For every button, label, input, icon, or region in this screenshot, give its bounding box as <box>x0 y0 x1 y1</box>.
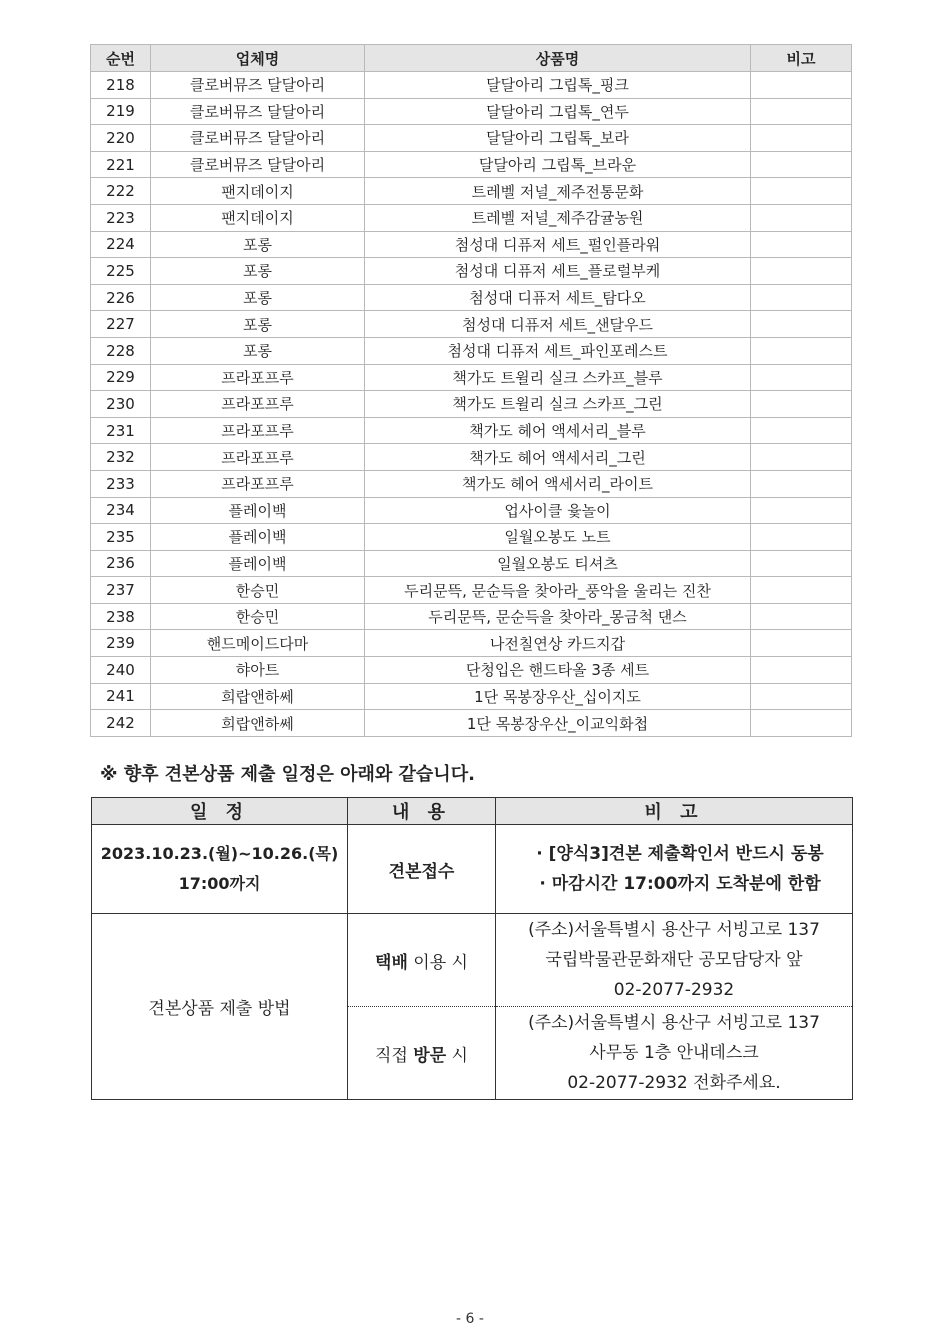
cell-number: 220 <box>91 125 151 152</box>
cell-vendor: 프라포프루 <box>151 444 365 471</box>
cell-product: 1단 목봉장우산_십이지도 <box>365 683 751 710</box>
cell-vendor: 프라포프루 <box>151 470 365 497</box>
product-table-body <box>91 72 852 737</box>
visit-method-rest: 시 <box>446 1045 468 1066</box>
schedule-table-header <box>92 798 853 825</box>
submission-method-label: 견본상품 제출 방법 <box>92 914 348 1100</box>
table-row <box>91 497 852 524</box>
cell-note <box>751 683 852 710</box>
courier-method-rest: 이용 시 <box>407 952 468 973</box>
cell-product: 책가도 트윌리 실크 스카프_블루 <box>365 364 751 391</box>
table-row <box>91 364 852 391</box>
cell-product: 달달아리 그립톡_연두 <box>365 98 751 125</box>
cell-note <box>751 417 852 444</box>
visit-address <box>496 1007 853 1100</box>
cell-number: 234 <box>91 497 151 524</box>
header-vendor: 업체명 <box>151 45 365 72</box>
cell-product: 책가도 헤어 액세서리_그린 <box>365 444 751 471</box>
cell-product: 업사이클 윷놀이 <box>365 497 751 524</box>
cell-product: 1단 목봉장우산_이교익화첩 <box>365 710 751 737</box>
cell-vendor: 포롱 <box>151 231 365 258</box>
cell-product: 첨성대 디퓨저 세트_파인포레스트 <box>365 337 751 364</box>
product-table <box>90 44 852 737</box>
receipt-content: 견본접수 <box>348 825 496 914</box>
table-row <box>91 178 852 205</box>
cell-number: 237 <box>91 577 151 604</box>
cell-note <box>751 72 852 99</box>
cell-product: 일월오봉도 노트 <box>365 524 751 551</box>
cell-product: 단청입은 핸드타올 3종 세트 <box>365 657 751 684</box>
cell-number: 222 <box>91 178 151 205</box>
table-row <box>91 284 852 311</box>
cell-vendor: 포롱 <box>151 258 365 285</box>
cell-note <box>751 231 852 258</box>
cell-vendor: 팬지데이지 <box>151 204 365 231</box>
cell-note <box>751 364 852 391</box>
header-product: 상품명 <box>365 45 751 72</box>
table-row <box>91 151 852 178</box>
cell-number: 223 <box>91 204 151 231</box>
cell-number: 221 <box>91 151 151 178</box>
cell-note <box>751 391 852 418</box>
schedule-table <box>91 797 853 1100</box>
cell-product: 첨성대 디퓨저 세트_펄인플라워 <box>365 231 751 258</box>
cell-vendor: 플레이백 <box>151 497 365 524</box>
cell-number: 240 <box>91 657 151 684</box>
cell-number: 236 <box>91 550 151 577</box>
cell-number: 232 <box>91 444 151 471</box>
table-row <box>91 657 852 684</box>
visit-address-line-1: (주소)서울특별시 용산구 서빙고로 137 <box>528 1013 820 1033</box>
page-number: - 6 - <box>456 1311 484 1327</box>
cell-note <box>751 125 852 152</box>
cell-number: 230 <box>91 391 151 418</box>
cell-product: 달달아리 그립톡_브라운 <box>365 151 751 178</box>
receipt-note-1: · [양식3]견본 제출확인서 반드시 동봉 <box>536 844 824 864</box>
visit-method-pre: 직접 <box>375 1045 414 1066</box>
header-note: 비고 <box>751 45 852 72</box>
visit-method <box>348 1007 496 1100</box>
cell-vendor: 팬지데이지 <box>151 178 365 205</box>
courier-phone: 02-2077-2932 <box>613 980 735 1000</box>
cell-product: 트레벨 저널_제주전통문화 <box>365 178 751 205</box>
cell-vendor: 프라포프루 <box>151 391 365 418</box>
product-table-header <box>91 45 852 72</box>
receipt-deadline-time: 17:00까지 <box>178 874 261 893</box>
table-row <box>91 72 852 99</box>
cell-number: 219 <box>91 98 151 125</box>
courier-method-bold: 택배 <box>375 952 408 973</box>
cell-vendor: 클로버뮤즈 달달아리 <box>151 125 365 152</box>
visit-method-bold: 방문 <box>413 1045 447 1066</box>
cell-note <box>751 630 852 657</box>
cell-product: 달달아리 그립톡_보라 <box>365 125 751 152</box>
cell-vendor: 희랍앤하쎄 <box>151 710 365 737</box>
table-row <box>91 444 852 471</box>
cell-product: 책가도 헤어 액세서리_라이트 <box>365 470 751 497</box>
cell-number: 242 <box>91 710 151 737</box>
receipt-date <box>92 825 348 914</box>
cell-note <box>751 603 852 630</box>
table-row <box>91 470 852 497</box>
cell-vendor: 플레이백 <box>151 550 365 577</box>
receipt-notes <box>496 825 853 914</box>
table-row <box>91 311 852 338</box>
cell-vendor: 한승민 <box>151 577 365 604</box>
cell-note <box>751 524 852 551</box>
courier-address-line-2: 국립박물관문화재단 공모담당자 앞 <box>545 950 803 970</box>
cell-note <box>751 258 852 285</box>
cell-vendor: 프라포프루 <box>151 417 365 444</box>
cell-note <box>751 550 852 577</box>
cell-product: 책가도 헤어 액세서리_블루 <box>365 417 751 444</box>
cell-product: 나전칠연상 카드지갑 <box>365 630 751 657</box>
cell-note <box>751 470 852 497</box>
cell-number: 218 <box>91 72 151 99</box>
cell-number: 241 <box>91 683 151 710</box>
cell-vendor: 클로버뮤즈 달달아리 <box>151 151 365 178</box>
cell-vendor: 희랍앤하쎄 <box>151 683 365 710</box>
cell-product: 달달아리 그립톡_핑크 <box>365 72 751 99</box>
cell-note <box>751 577 852 604</box>
courier-address <box>496 914 853 1007</box>
table-row <box>91 98 852 125</box>
cell-product: 첨성대 디퓨저 세트_플로럴부케 <box>365 258 751 285</box>
cell-vendor: 포롱 <box>151 284 365 311</box>
cell-vendor: 포롱 <box>151 337 365 364</box>
table-row <box>91 417 852 444</box>
cell-number: 231 <box>91 417 151 444</box>
cell-vendor: 햐아트 <box>151 657 365 684</box>
cell-number: 226 <box>91 284 151 311</box>
courier-address-line-1: (주소)서울특별시 용산구 서빙고로 137 <box>528 920 820 940</box>
header-schedule: 일 정 <box>92 798 348 825</box>
header-remarks: 비 고 <box>496 798 853 825</box>
cell-vendor: 한승민 <box>151 603 365 630</box>
cell-note <box>751 444 852 471</box>
cell-vendor: 클로버뮤즈 달달아리 <box>151 72 365 99</box>
cell-product: 두리문뜩, 문순득을 찾아라_풍악을 울리는 진찬 <box>365 577 751 604</box>
table-row <box>91 337 852 364</box>
table-row <box>91 231 852 258</box>
table-row <box>91 577 852 604</box>
cell-number: 235 <box>91 524 151 551</box>
cell-vendor: 핸드메이드다마 <box>151 630 365 657</box>
header-content: 내 용 <box>348 798 496 825</box>
table-row <box>91 258 852 285</box>
cell-note <box>751 98 852 125</box>
cell-note <box>751 311 852 338</box>
cell-vendor: 클로버뮤즈 달달아리 <box>151 98 365 125</box>
visit-address-line-2: 사무동 1층 안내데스크 <box>589 1043 759 1063</box>
cell-vendor: 포롱 <box>151 311 365 338</box>
table-row <box>91 550 852 577</box>
table-row <box>91 524 852 551</box>
cell-number: 228 <box>91 337 151 364</box>
cell-number: 233 <box>91 470 151 497</box>
table-row <box>91 683 852 710</box>
cell-note <box>751 337 852 364</box>
receipt-date-range: 2023.10.23.(월)~10.26.(목) <box>100 844 339 863</box>
header-number: 순번 <box>91 45 151 72</box>
schedule-notice: ※ 향후 견본상품 제출 일정은 아래와 같습니다. <box>100 764 475 785</box>
cell-vendor: 플레이백 <box>151 524 365 551</box>
cell-number: 239 <box>91 630 151 657</box>
cell-product: 첨성대 디퓨저 세트_탐다오 <box>365 284 751 311</box>
cell-note <box>751 284 852 311</box>
table-row <box>91 125 852 152</box>
table-row <box>91 630 852 657</box>
cell-product: 책가도 트윌리 실크 스카프_그린 <box>365 391 751 418</box>
table-row <box>91 710 852 737</box>
cell-note <box>751 178 852 205</box>
table-row <box>91 603 852 630</box>
courier-method <box>348 914 496 1007</box>
courier-row <box>92 914 853 1007</box>
cell-note <box>751 497 852 524</box>
receipt-note-2: · 마감시간 17:00까지 도착분에 한함 <box>539 874 821 894</box>
cell-number: 227 <box>91 311 151 338</box>
cell-product: 일월오봉도 티셔츠 <box>365 550 751 577</box>
table-row <box>91 391 852 418</box>
cell-product: 두리문뜩, 문순득을 찾아라_몽금척 댄스 <box>365 603 751 630</box>
cell-number: 229 <box>91 364 151 391</box>
cell-note <box>751 710 852 737</box>
cell-note <box>751 204 852 231</box>
cell-number: 238 <box>91 603 151 630</box>
cell-number: 225 <box>91 258 151 285</box>
cell-vendor: 프라포프루 <box>151 364 365 391</box>
cell-product: 트레벨 저널_제주감귤농원 <box>365 204 751 231</box>
cell-number: 224 <box>91 231 151 258</box>
cell-note <box>751 657 852 684</box>
cell-product: 첨성대 디퓨저 세트_샌달우드 <box>365 311 751 338</box>
visit-phone: 02-2077-2932 전화주세요. <box>567 1073 781 1093</box>
table-row <box>91 204 852 231</box>
cell-note <box>751 151 852 178</box>
receipt-row <box>92 825 853 914</box>
